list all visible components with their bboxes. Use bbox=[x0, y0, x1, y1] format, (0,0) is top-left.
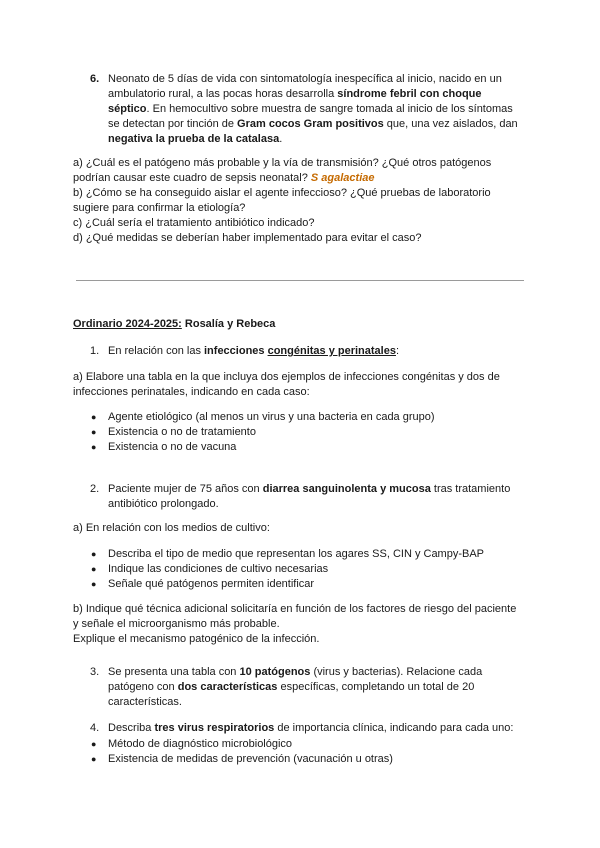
bullet-dot-icon: ● bbox=[91, 579, 97, 589]
question-3-line-2 bbox=[108, 680, 474, 695]
bold-text: infecciones bbox=[204, 345, 268, 357]
text: Se presenta una tabla con bbox=[108, 666, 240, 678]
question-6-line-1 bbox=[108, 72, 502, 87]
question-6-part-b-line-2: sugiere para confirmar la etiología? bbox=[73, 202, 246, 214]
question-6-number: 6. bbox=[90, 73, 100, 85]
text: (virus y bacterias). Relacione cada bbox=[310, 666, 483, 678]
list-item: Existencia de medidas de prevención (vacunación u otras) bbox=[108, 753, 393, 765]
question-1-part-a-line-2: infecciones perinatales, indicando en cada caso: bbox=[73, 386, 310, 398]
question-2-line-1 bbox=[108, 482, 510, 497]
list-item: Describa el tipo de medio que representan los agares SS, CIN y Campy-BAP bbox=[108, 548, 485, 560]
text: Describa bbox=[108, 722, 155, 734]
question-2-part-b-line-1: b) Indique qué técnica adicional solicitaría en función de los factores de riesgo del paciente bbox=[73, 603, 517, 615]
text: patógeno con bbox=[108, 681, 178, 693]
bold-text: Gram cocos Gram positivos bbox=[237, 118, 384, 130]
question-6-line-2 bbox=[108, 87, 482, 102]
text: Paciente mujer de 75 años con bbox=[108, 483, 263, 495]
section-title bbox=[73, 317, 275, 332]
text: . En hemocultivo sobre muestra de sangre tomada al inicio de los síntomas bbox=[146, 103, 513, 115]
highlighted-answer: S agalactiae bbox=[310, 172, 375, 184]
question-2-part-a: a) En relación con los medios de cultivo: bbox=[73, 522, 270, 534]
bullet-dot-icon: ● bbox=[91, 412, 97, 422]
bold-text: tres virus respiratorios bbox=[154, 722, 275, 734]
bold-text: séptico bbox=[108, 103, 147, 115]
bold-text: síndrome febril con choque bbox=[337, 88, 482, 100]
question-2-line-2: antibiótico prolongado. bbox=[108, 498, 219, 510]
list-item: Método de diagnóstico microbiológico bbox=[108, 738, 293, 750]
question-2-number: 2. bbox=[90, 483, 100, 495]
list-item: Indique las condiciones de cultivo necesarias bbox=[108, 563, 329, 575]
bullet-dot-icon: ● bbox=[91, 564, 97, 574]
question-1-number: 1. bbox=[90, 345, 100, 357]
text: Neonato de 5 días de vida con sintomatología inespecífica al inicio, nacido en un bbox=[108, 73, 502, 85]
question-6-line-3 bbox=[108, 102, 513, 117]
bold-text: diarrea sanguinolenta y mucosa bbox=[262, 483, 431, 495]
text: . bbox=[279, 133, 283, 145]
list-item: Existencia o no de vacuna bbox=[108, 441, 237, 453]
bold-text: negativa la prueba de la catalasa bbox=[108, 133, 280, 145]
question-1-text bbox=[108, 344, 399, 359]
bullet-dot-icon: ● bbox=[91, 549, 97, 559]
text: de importancia clínica, indicando para cada uno: bbox=[274, 722, 514, 734]
text: : bbox=[395, 345, 400, 357]
bullet-dot-icon: ● bbox=[91, 442, 97, 452]
bullet-dot-icon: ● bbox=[91, 754, 97, 764]
question-3-line-1 bbox=[108, 665, 482, 680]
bold-text: dos características bbox=[177, 681, 278, 693]
list-item: Señale qué patógenos permiten identificar bbox=[108, 578, 315, 590]
question-4-line-1 bbox=[108, 721, 513, 736]
question-2-part-b-line-3: Explique el mecanismo patogénico de la infección. bbox=[73, 633, 320, 645]
text: se detectan por tinción de bbox=[108, 118, 238, 130]
question-6-line-4 bbox=[108, 117, 518, 132]
question-3-line-3: características. bbox=[108, 696, 182, 708]
question-2-part-b-line-2: y señale el microorganismo más probable. bbox=[73, 618, 280, 630]
text: que, una vez aislados, dan bbox=[383, 118, 518, 130]
text: tras tratamiento bbox=[430, 483, 511, 495]
section-title-authors: Rosalía y Rebeca bbox=[181, 318, 276, 330]
question-6-part-a-line-1: a) ¿Cuál es el patógeno más probable y la vía de transmisión? ¿Qué otros patógenos bbox=[73, 157, 492, 169]
bold-text: 10 patógenos bbox=[239, 666, 311, 678]
list-item: Agente etiológico (al menos un virus y una bacteria en cada grupo) bbox=[108, 411, 435, 423]
bullet-dot-icon: ● bbox=[91, 739, 97, 749]
list-item: Existencia o no de tratamiento bbox=[108, 426, 256, 438]
section-title-date: Ordinario 2024-2025: bbox=[73, 318, 182, 330]
question-6-part-b-line-1: b) ¿Cómo se ha conseguido aislar el agente infeccioso? ¿Qué pruebas de laboratorio bbox=[73, 187, 491, 199]
text: podrían causar este cuadro de sepsis neonatal? bbox=[73, 172, 311, 184]
text: específicas, completando un total de 20 bbox=[277, 681, 475, 693]
text: En relación con las bbox=[108, 345, 204, 357]
horizontal-rule bbox=[76, 280, 524, 281]
bold-underlined-text: congénitas y perinatales bbox=[267, 345, 396, 357]
question-3-number: 3. bbox=[90, 666, 100, 678]
question-6-part-c: c) ¿Cuál sería el tratamiento antibiótico indicado? bbox=[73, 217, 315, 229]
bullet-dot-icon: ● bbox=[91, 427, 97, 437]
question-6-line-5 bbox=[108, 132, 282, 147]
question-6-part-d: d) ¿Qué medidas se deberían haber implementado para evitar el caso? bbox=[73, 232, 422, 244]
question-4-number: 4. bbox=[90, 722, 100, 734]
text: ambulatorio rural, a las pocas horas desarrolla bbox=[108, 88, 338, 100]
question-6-part-a-line-2 bbox=[73, 171, 374, 186]
question-1-part-a-line-1: a) Elabore una tabla en la que incluya dos ejemplos de infecciones congénitas y dos de bbox=[73, 371, 500, 383]
